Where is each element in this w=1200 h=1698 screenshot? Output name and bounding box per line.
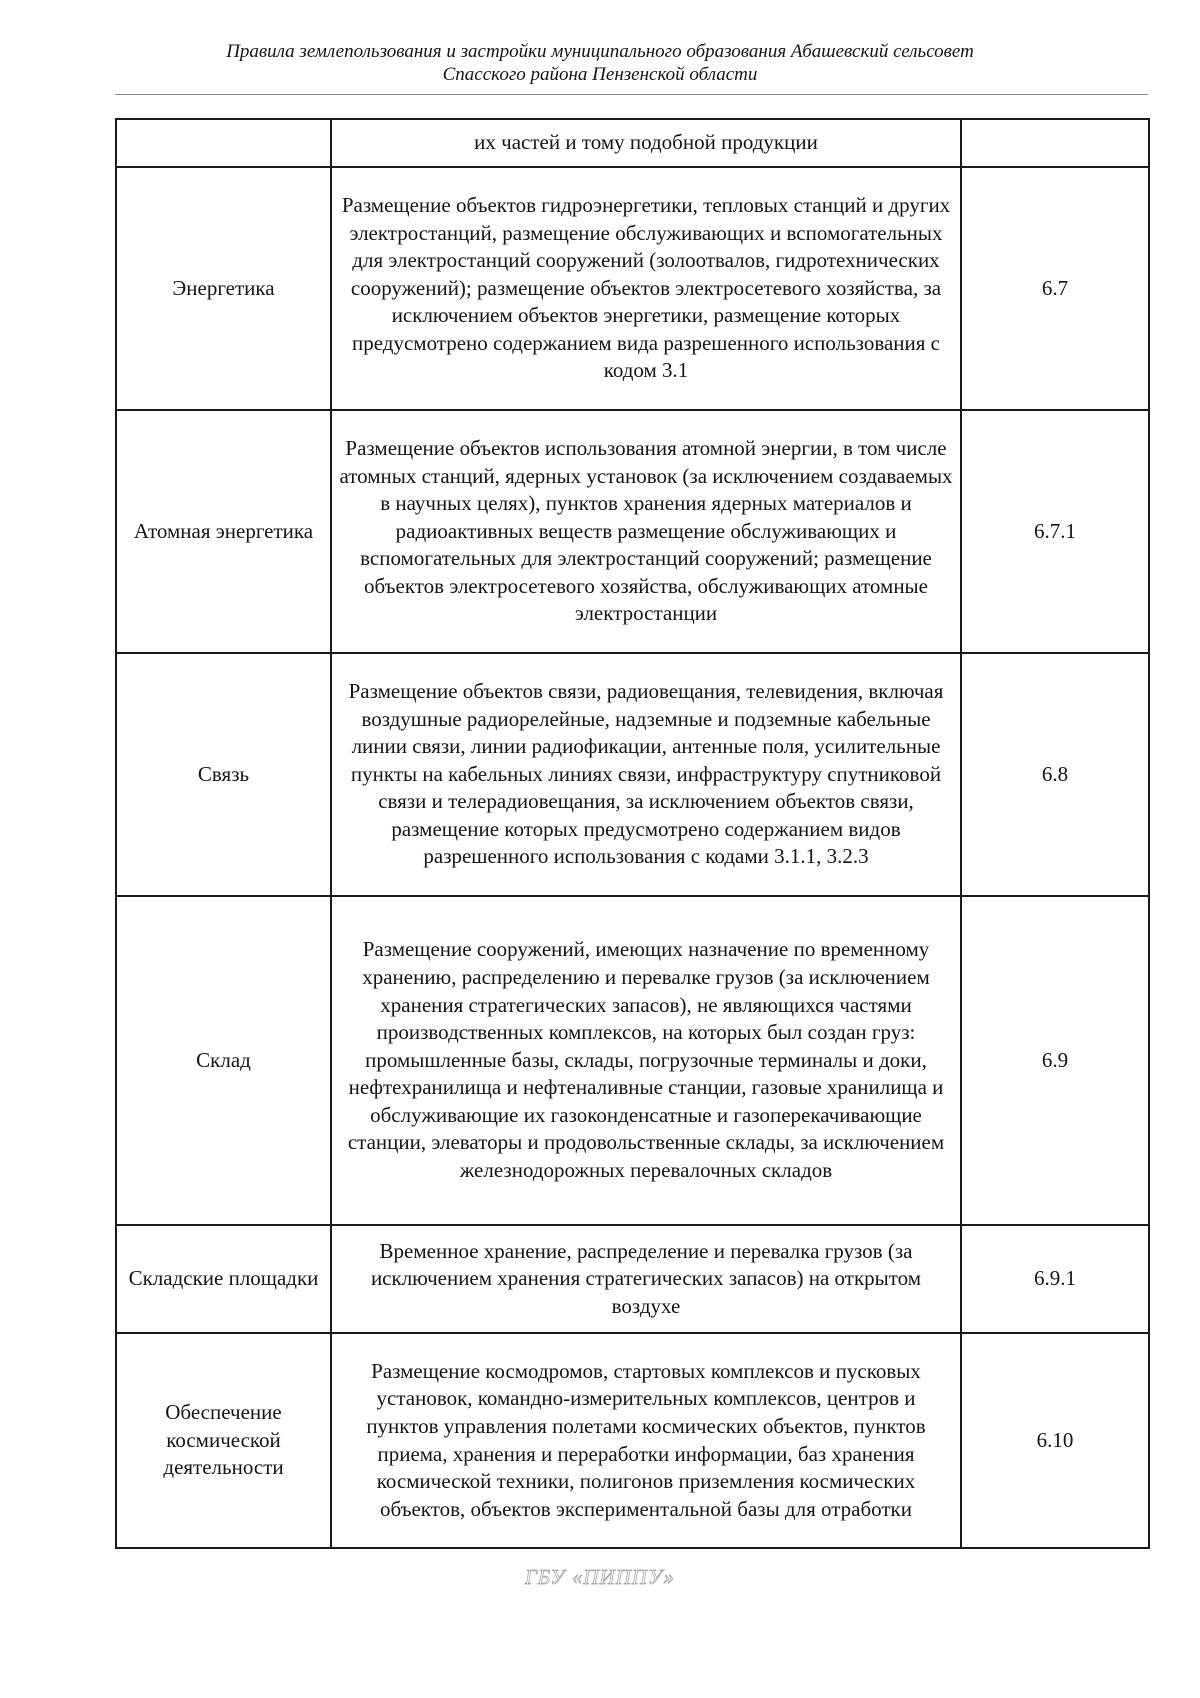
use-type-description: Размещение объектов использования атомной энергии, в том числе атомных станций, ядерных установок (за исключением создаваемых в научных целях), пунктов хранения ядерных материалов и радиоактивных веществ размещение обслуживающих и вспомогательных для электростанций сооружений; размещение объектов электросетевого хозяйства, обслуживающих атомные электростанции [331,410,961,653]
use-type-description: Размещение объектов гидроэнергетики, тепловых станций и других электростанций, размещение обслуживающих и вспомогательных для электростанций сооружений (золоотвалов, гидротехнических сооружений); размещение объектов электросетевого хозяйства, за исключением объектов энергетики, размещение которых предусмотрено содержанием вида разрешенного использования с кодом 3.1 [331,167,961,410]
header-title-line-1: Правила землепользования и застройки муниципального образования Абашевский сельсовет [226,41,974,62]
header-divider [115,94,1148,95]
use-type-name: Связь [116,653,331,896]
table-row [116,119,1149,167]
use-type-name: Склад [116,896,331,1225]
use-type-name: Складские площадки [116,1225,331,1333]
use-type-description: Размещение сооружений, имеющих назначение по временному хранению, распределению и перевалке грузов (за исключением хранения стратегических запасов), не являющихся частями производственных комплексов, на которых был создан груз: промышленные базы, склады, погрузочные терминалы и доки, нефтехранилища и нефтеналивные станции, газовые хранилища и обслуживающие их газоконденсатные и газоперекачивающие станции, элеваторы и продовольственные склады, за исключением железнодорожных перевалочных складов [331,896,961,1225]
table-row [116,653,1149,896]
table-row [116,1333,1149,1548]
use-type-code: 6.9.1 [961,1225,1149,1333]
use-type-description: их частей и тому подобной продукции [331,119,961,167]
use-type-description: Размещение объектов связи, радиовещания, телевидения, включая воздушные радиорелейные, надземные и подземные кабельные линии связи, линии радиофикации, антенные поля, усилительные пункты на кабельных линиях связи, инфраструктуру спутниковой связи и телерадиовещания, за исключением объектов связи, размещение которых предусмотрено содержанием видов разрешенного использования с кодами 3.1.1, 3.2.3 [331,653,961,896]
use-type-name: Энергетика [116,167,331,410]
table-row [116,167,1149,410]
document-header [0,40,1200,86]
use-type-code: 6.8 [961,653,1149,896]
use-type-code: 6.7.1 [961,410,1149,653]
use-type-code: 6.10 [961,1333,1149,1548]
watermark-footer: ГБУ «ПИППУ» [524,1565,676,1589]
table-row [116,410,1149,653]
use-type-description: Размещение космодромов, стартовых комплексов и пусковых установок, командно-измерительных комплексов, центров и пунктов управления полетами космических объектов, пунктов приема, хранения и переработки информации, баз хранения космической техники, полигонов приземления космических объектов, объектов экспериментальной базы для отработки [331,1333,961,1548]
table-row [116,1225,1149,1333]
land-use-table [115,118,1150,1549]
use-type-code [961,119,1149,167]
use-type-description: Временное хранение, распределение и перевалка грузов (за исключением хранения стратегических запасов) на открытом воздухе [331,1225,961,1333]
use-type-code: 6.7 [961,167,1149,410]
use-type-code: 6.9 [961,896,1149,1225]
use-type-name: Обеспечение космической деятельности [116,1333,331,1548]
header-title-line-2: Спасского района Пензенской области [442,64,758,85]
use-type-name: Атомная энергетика [116,410,331,653]
table-row [116,896,1149,1225]
use-type-name [116,119,331,167]
